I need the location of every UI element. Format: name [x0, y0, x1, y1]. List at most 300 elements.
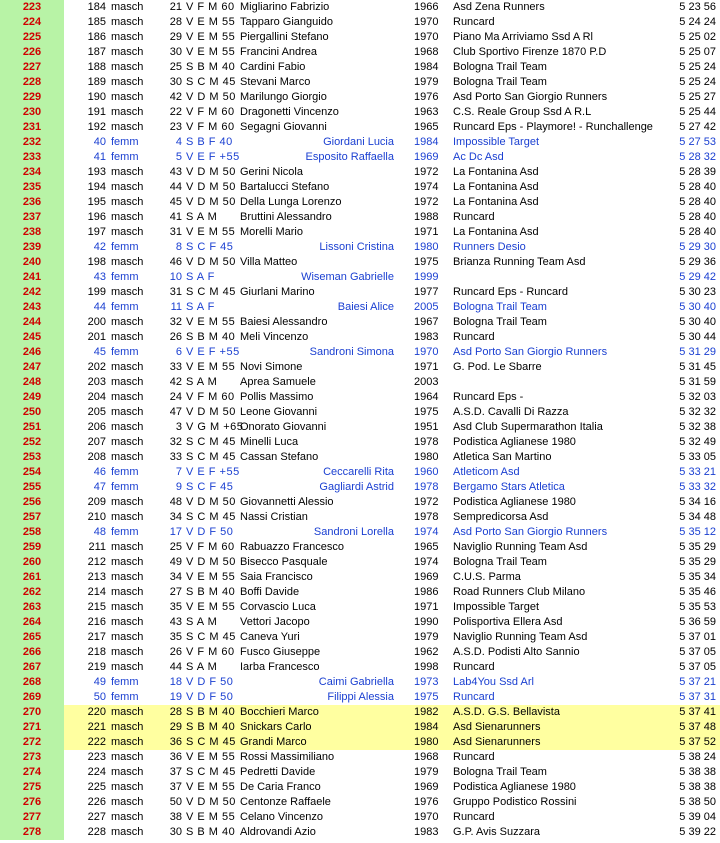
- finish-time-cell: 5 27 53: [679, 136, 716, 148]
- sex-cell: masch: [111, 721, 144, 733]
- athlete-name-cell: Giordani Lucia: [323, 136, 394, 148]
- category-rank-cell: 27: [169, 586, 182, 598]
- club-cell: Naviglio Running Team Asd: [453, 541, 588, 553]
- birth-year-cell: 1984: [414, 136, 439, 148]
- club-cell: Runcard: [453, 751, 495, 763]
- sex-rank-cell: 187: [87, 46, 106, 58]
- category-rank-cell: 22: [169, 106, 182, 118]
- sex-cell: masch: [111, 121, 144, 133]
- club-cell: Impossible Target: [453, 136, 540, 148]
- birth-year-cell: 1971: [414, 601, 439, 613]
- club-cell: Bologna Trail Team: [453, 556, 547, 568]
- sex-cell: femm: [111, 481, 139, 493]
- category-rank-cell: 43: [169, 166, 182, 178]
- table-row: [0, 555, 720, 570]
- position-cell: 252: [0, 435, 64, 450]
- category-rank-cell: 33: [169, 451, 182, 463]
- position-cell: 261: [0, 570, 64, 585]
- finish-time-cell: 5 35 46: [679, 586, 716, 598]
- table-row: [0, 480, 720, 495]
- position-cell: 235: [0, 180, 64, 195]
- sex-rank-cell: 191: [87, 106, 106, 118]
- club-cell: Asd Sienarunners: [453, 721, 541, 733]
- sex-rank-cell: 215: [87, 601, 106, 613]
- category-cell: V F M 60: [186, 646, 235, 658]
- category-rank-cell: 44: [169, 181, 182, 193]
- table-row: [0, 825, 720, 840]
- birth-year-cell: 1975: [414, 256, 439, 268]
- athlete-name-cell: Villa Matteo: [240, 256, 298, 268]
- finish-time-cell: 5 25 02: [679, 31, 716, 43]
- category-cell: S B M 40: [186, 706, 236, 718]
- table-row: [0, 780, 720, 795]
- category-rank-cell: 19: [169, 691, 182, 703]
- sex-rank-cell: 190: [87, 91, 106, 103]
- table-row: [0, 735, 720, 750]
- finish-time-cell: 5 31 59: [679, 376, 716, 388]
- table-row: [0, 225, 720, 240]
- category-cell: S A M: [186, 661, 218, 673]
- finish-time-cell: 5 25 27: [679, 91, 716, 103]
- sex-cell: masch: [111, 736, 144, 748]
- category-cell: S A M: [186, 211, 218, 223]
- category-rank-cell: 26: [169, 646, 182, 658]
- category-cell: S A F: [186, 301, 215, 313]
- sex-cell: masch: [111, 766, 144, 778]
- sex-cell: masch: [111, 826, 144, 838]
- position-cell: 242: [0, 285, 64, 300]
- table-row: [0, 645, 720, 660]
- category-rank-cell: 3: [175, 421, 182, 433]
- table-row: [0, 180, 720, 195]
- position-cell: 270: [0, 705, 64, 720]
- finish-time-cell: 5 37 01: [679, 631, 716, 643]
- club-cell: Gruppo Podistico Rossini: [453, 796, 577, 808]
- athlete-name-cell: Aprea Samuele: [240, 376, 316, 388]
- athlete-name-cell: Marilungo Giorgio: [240, 91, 327, 103]
- category-cell: V E M 55: [186, 361, 236, 373]
- position-cell: 224: [0, 15, 64, 30]
- sex-rank-cell: 50: [93, 691, 106, 703]
- sex-rank-cell: 211: [88, 541, 106, 553]
- sex-cell: masch: [111, 286, 144, 298]
- sex-rank-cell: 46: [93, 466, 106, 478]
- category-rank-cell: 30: [169, 826, 182, 838]
- athlete-name-cell: Francini Andrea: [240, 46, 318, 58]
- athlete-name-cell: Bruttini Alessandro: [240, 211, 332, 223]
- sex-cell: masch: [111, 16, 144, 28]
- birth-year-cell: 1970: [414, 16, 439, 28]
- position-cell: 250: [0, 405, 64, 420]
- athlete-name-cell: Bisecco Pasquale: [240, 556, 328, 568]
- table-row: [0, 120, 720, 135]
- athlete-name-cell: Segagni Giovanni: [240, 121, 327, 133]
- athlete-name-cell: Centonze Raffaele: [240, 796, 331, 808]
- category-cell: S C M 45: [186, 511, 236, 523]
- sex-cell: masch: [111, 631, 144, 643]
- table-row: [0, 675, 720, 690]
- category-cell: V F M 60: [186, 541, 235, 553]
- finish-time-cell: 5 37 31: [679, 691, 716, 703]
- finish-time-cell: 5 25 44: [679, 106, 716, 118]
- athlete-name-cell: Corvascio Luca: [240, 601, 316, 613]
- table-row: [0, 810, 720, 825]
- sex-cell: masch: [111, 586, 144, 598]
- sex-cell: masch: [111, 571, 144, 583]
- birth-year-cell: 1964: [414, 391, 439, 403]
- club-cell: Podistica Aglianese 1980: [453, 781, 576, 793]
- table-row: [0, 135, 720, 150]
- category-rank-cell: 7: [175, 466, 182, 478]
- sex-rank-cell: 202: [87, 361, 106, 373]
- sex-rank-cell: 198: [87, 256, 106, 268]
- position-cell: 226: [0, 45, 64, 60]
- table-row: [0, 105, 720, 120]
- birth-year-cell: 1971: [414, 361, 439, 373]
- club-cell: Asd Club Supermarathon Italia: [453, 421, 603, 433]
- table-row: [0, 150, 720, 165]
- sex-rank-cell: 221: [87, 721, 106, 733]
- position-cell: 258: [0, 525, 64, 540]
- position-cell: 268: [0, 675, 64, 690]
- category-rank-cell: 45: [169, 196, 182, 208]
- table-row: [0, 765, 720, 780]
- birth-year-cell: 1975: [414, 406, 439, 418]
- finish-time-cell: 5 28 32: [679, 151, 716, 163]
- sex-rank-cell: 48: [93, 526, 106, 538]
- sex-cell: masch: [111, 1, 144, 13]
- category-cell: V D M 50: [186, 91, 236, 103]
- category-rank-cell: 28: [169, 16, 182, 28]
- table-row: [0, 375, 720, 390]
- category-cell: V E M 55: [186, 751, 236, 763]
- category-cell: S C M 45: [186, 631, 236, 643]
- category-cell: S B M 40: [186, 721, 236, 733]
- athlete-name-cell: Minelli Luca: [240, 436, 299, 448]
- category-rank-cell: 6: [175, 346, 182, 358]
- club-cell: A.S.D. Podisti Alto Sannio: [453, 646, 580, 658]
- club-cell: Bergamo Stars Atletica: [453, 481, 565, 493]
- sex-rank-cell: 208: [87, 451, 106, 463]
- table-row: [0, 510, 720, 525]
- finish-time-cell: 5 38 38: [679, 766, 716, 778]
- sex-rank-cell: 214: [87, 586, 106, 598]
- athlete-name-cell: Esposito Raffaella: [305, 151, 394, 163]
- sex-rank-cell: 194: [87, 181, 106, 193]
- sex-rank-cell: 195: [87, 196, 106, 208]
- sex-rank-cell: 209: [87, 496, 106, 508]
- athlete-name-cell: Baiesi Alessandro: [240, 316, 328, 328]
- category-cell: V D M 50: [186, 406, 236, 418]
- category-rank-cell: 47: [169, 406, 182, 418]
- sex-rank-cell: 207: [87, 436, 106, 448]
- birth-year-cell: 1974: [414, 181, 439, 193]
- sex-rank-cell: 212: [87, 556, 106, 568]
- sex-cell: masch: [111, 406, 144, 418]
- sex-rank-cell: 227: [87, 811, 106, 823]
- category-cell: S C M 45: [186, 286, 236, 298]
- birth-year-cell: 1979: [414, 766, 439, 778]
- category-cell: V E M 55: [186, 226, 236, 238]
- table-row: [0, 45, 720, 60]
- position-cell: 259: [0, 540, 64, 555]
- sex-rank-cell: 200: [87, 316, 106, 328]
- category-cell: S C M 45: [186, 766, 236, 778]
- position-cell: 241: [0, 270, 64, 285]
- club-cell: Polisportiva Ellera Asd: [453, 616, 563, 628]
- table-row: [0, 795, 720, 810]
- club-cell: Runners Desio: [453, 241, 526, 253]
- birth-year-cell: 1970: [414, 346, 439, 358]
- table-row: [0, 0, 720, 15]
- athlete-name-cell: Cassan Stefano: [240, 451, 319, 463]
- sex-rank-cell: 186: [87, 31, 106, 43]
- table-row: [0, 435, 720, 450]
- sex-cell: masch: [111, 421, 144, 433]
- category-rank-cell: 44: [169, 661, 182, 673]
- birth-year-cell: 1973: [414, 676, 439, 688]
- table-row: [0, 420, 720, 435]
- sex-cell: femm: [111, 346, 139, 358]
- finish-time-cell: 5 28 40: [679, 196, 716, 208]
- finish-time-cell: 5 32 49: [679, 436, 716, 448]
- category-rank-cell: 36: [169, 736, 182, 748]
- sex-rank-cell: 49: [93, 676, 106, 688]
- club-cell: C.S. Reale Group Ssd A R.L: [453, 106, 592, 118]
- finish-time-cell: 5 37 52: [679, 736, 716, 748]
- birth-year-cell: 1986: [414, 586, 439, 598]
- athlete-name-cell: Baiesi Alice: [337, 301, 394, 313]
- finish-time-cell: 5 37 21: [679, 676, 716, 688]
- athlete-name-cell: Caimi Gabriella: [318, 676, 394, 688]
- position-cell: 233: [0, 150, 64, 165]
- birth-year-cell: 1982: [414, 706, 439, 718]
- sex-rank-cell: 218: [87, 646, 106, 658]
- sex-cell: femm: [111, 136, 139, 148]
- category-cell: V D M 50: [186, 556, 236, 568]
- position-cell: 246: [0, 345, 64, 360]
- athlete-name-cell: Sandroni Simona: [309, 346, 394, 358]
- sex-rank-cell: 47: [93, 481, 106, 493]
- birth-year-cell: 1978: [414, 481, 439, 493]
- birth-year-cell: 1984: [414, 721, 439, 733]
- category-rank-cell: 42: [169, 91, 182, 103]
- finish-time-cell: 5 30 40: [679, 301, 716, 313]
- table-row: [0, 660, 720, 675]
- finish-time-cell: 5 35 53: [679, 601, 716, 613]
- finish-time-cell: 5 28 40: [679, 211, 716, 223]
- birth-year-cell: 1980: [414, 241, 439, 253]
- category-cell: V E M 55: [186, 781, 236, 793]
- finish-time-cell: 5 35 34: [679, 571, 716, 583]
- table-row: [0, 330, 720, 345]
- sex-cell: masch: [111, 61, 144, 73]
- position-cell: 223: [0, 0, 64, 15]
- club-cell: Asd Zena Runners: [453, 1, 545, 13]
- position-cell: 257: [0, 510, 64, 525]
- category-rank-cell: 4: [175, 136, 182, 148]
- category-cell: V F M 60: [186, 1, 235, 13]
- athlete-name-cell: Boffi Davide: [240, 586, 300, 598]
- birth-year-cell: 1970: [414, 31, 439, 43]
- position-cell: 256: [0, 495, 64, 510]
- club-cell: Asd Sienarunners: [453, 736, 541, 748]
- sex-rank-cell: 199: [87, 286, 106, 298]
- club-cell: Runcard: [453, 211, 495, 223]
- table-row: [0, 210, 720, 225]
- finish-time-cell: 5 33 21: [679, 466, 716, 478]
- position-cell: 243: [0, 300, 64, 315]
- sex-rank-cell: 223: [87, 751, 106, 763]
- position-cell: 277: [0, 810, 64, 825]
- birth-year-cell: 1979: [414, 631, 439, 643]
- birth-year-cell: 1968: [414, 46, 439, 58]
- athlete-name-cell: Caneva Yuri: [240, 631, 300, 643]
- sex-cell: masch: [111, 181, 144, 193]
- sex-cell: masch: [111, 316, 144, 328]
- position-cell: 254: [0, 465, 64, 480]
- category-cell: S C M 45: [186, 76, 236, 88]
- athlete-name-cell: Saia Francisco: [240, 571, 313, 583]
- club-cell: Lab4You Ssd Arl: [453, 676, 534, 688]
- position-cell: 248: [0, 375, 64, 390]
- sex-rank-cell: 228: [87, 826, 106, 838]
- category-cell: S B M 40: [186, 61, 236, 73]
- finish-time-cell: 5 37 48: [679, 721, 716, 733]
- athlete-name-cell: Stevani Marco: [240, 76, 311, 88]
- club-cell: Bologna Trail Team: [453, 766, 547, 778]
- category-cell: S A M: [186, 616, 218, 628]
- table-row: [0, 465, 720, 480]
- athlete-name-cell: Vettori Jacopo: [240, 616, 310, 628]
- category-rank-cell: 30: [169, 76, 182, 88]
- finish-time-cell: 5 25 24: [679, 76, 716, 88]
- birth-year-cell: 1979: [414, 76, 439, 88]
- table-row: [0, 315, 720, 330]
- club-cell: Podistica Aglianese 1980: [453, 496, 576, 508]
- club-cell: Bologna Trail Team: [453, 76, 547, 88]
- athlete-name-cell: Gerini Nicola: [240, 166, 303, 178]
- club-cell: Sempredicorsa Asd: [453, 511, 549, 523]
- finish-time-cell: 5 29 30: [679, 241, 716, 253]
- sex-rank-cell: 213: [87, 571, 106, 583]
- club-cell: Runcard Eps - Runcard: [453, 286, 568, 298]
- category-rank-cell: 38: [169, 811, 182, 823]
- position-cell: 229: [0, 90, 64, 105]
- sex-rank-cell: 222: [87, 736, 106, 748]
- category-rank-cell: 50: [169, 796, 182, 808]
- athlete-name-cell: Filippi Alessia: [327, 691, 394, 703]
- category-rank-cell: 17: [169, 526, 182, 538]
- position-cell: 273: [0, 750, 64, 765]
- birth-year-cell: 1969: [414, 781, 439, 793]
- category-cell: S B M 40: [186, 826, 236, 838]
- sex-rank-cell: 205: [87, 406, 106, 418]
- club-cell: Asd Porto San Giorgio Runners: [453, 346, 608, 358]
- position-cell: 234: [0, 165, 64, 180]
- category-rank-cell: 37: [169, 766, 182, 778]
- sex-cell: masch: [111, 361, 144, 373]
- athlete-name-cell: Wiseman Gabrielle: [301, 271, 394, 283]
- category-cell: S B M 40: [186, 586, 236, 598]
- category-cell: S A M: [186, 376, 218, 388]
- birth-year-cell: 1999: [414, 271, 439, 283]
- sex-cell: femm: [111, 691, 139, 703]
- category-cell: V E M 55: [186, 16, 236, 28]
- sex-cell: masch: [111, 646, 144, 658]
- club-cell: Runcard: [453, 691, 495, 703]
- table-row: [0, 195, 720, 210]
- sex-cell: masch: [111, 811, 144, 823]
- finish-time-cell: 5 29 36: [679, 256, 716, 268]
- sex-cell: masch: [111, 226, 144, 238]
- sex-rank-cell: 217: [87, 631, 106, 643]
- table-row: [0, 240, 720, 255]
- finish-time-cell: 5 34 16: [679, 496, 716, 508]
- sex-cell: masch: [111, 391, 144, 403]
- finish-time-cell: 5 29 42: [679, 271, 716, 283]
- sex-rank-cell: 184: [87, 1, 106, 13]
- athlete-name-cell: Rossi Massimiliano: [240, 751, 335, 763]
- category-rank-cell: 42: [169, 376, 182, 388]
- finish-time-cell: 5 25 24: [679, 61, 716, 73]
- sex-cell: masch: [111, 436, 144, 448]
- table-row: [0, 450, 720, 465]
- club-cell: Asd Porto San Giorgio Runners: [453, 91, 608, 103]
- club-cell: G.P. Avis Suzzara: [453, 826, 541, 838]
- position-cell: 251: [0, 420, 64, 435]
- club-cell: Bologna Trail Team: [453, 61, 547, 73]
- category-rank-cell: 25: [169, 541, 182, 553]
- category-rank-cell: 10: [169, 271, 182, 283]
- birth-year-cell: 1962: [414, 646, 439, 658]
- position-cell: 231: [0, 120, 64, 135]
- finish-time-cell: 5 31 45: [679, 361, 716, 373]
- athlete-name-cell: Bartalucci Stefano: [240, 181, 330, 193]
- category-rank-cell: 29: [169, 721, 182, 733]
- category-rank-cell: 24: [169, 391, 182, 403]
- athlete-name-cell: Morelli Mario: [240, 226, 303, 238]
- sex-cell: masch: [111, 706, 144, 718]
- category-cell: V F M 60: [186, 391, 235, 403]
- position-cell: 264: [0, 615, 64, 630]
- birth-year-cell: 1988: [414, 211, 439, 223]
- finish-time-cell: 5 28 40: [679, 226, 716, 238]
- birth-year-cell: 1974: [414, 526, 439, 538]
- sex-rank-cell: 43: [93, 271, 106, 283]
- category-rank-cell: 5: [175, 151, 182, 163]
- club-cell: Atletica San Martino: [453, 451, 552, 463]
- birth-year-cell: 1983: [414, 331, 439, 343]
- sex-cell: masch: [111, 106, 144, 118]
- sex-rank-cell: 185: [87, 16, 106, 28]
- position-cell: 244: [0, 315, 64, 330]
- sex-rank-cell: 219: [87, 661, 106, 673]
- sex-cell: masch: [111, 751, 144, 763]
- position-cell: 230: [0, 105, 64, 120]
- category-cell: S C F 45: [186, 481, 234, 493]
- finish-time-cell: 5 35 12: [679, 526, 716, 538]
- finish-time-cell: 5 32 32: [679, 406, 716, 418]
- club-cell: A.S.D. G.S. Bellavista: [453, 706, 560, 718]
- position-cell: 260: [0, 555, 64, 570]
- category-cell: S C M 45: [186, 436, 236, 448]
- birth-year-cell: 1968: [414, 751, 439, 763]
- club-cell: La Fontanina Asd: [453, 181, 539, 193]
- finish-time-cell: 5 38 24: [679, 751, 716, 763]
- birth-year-cell: 1977: [414, 286, 439, 298]
- athlete-name-cell: Giovannetti Alessio: [240, 496, 334, 508]
